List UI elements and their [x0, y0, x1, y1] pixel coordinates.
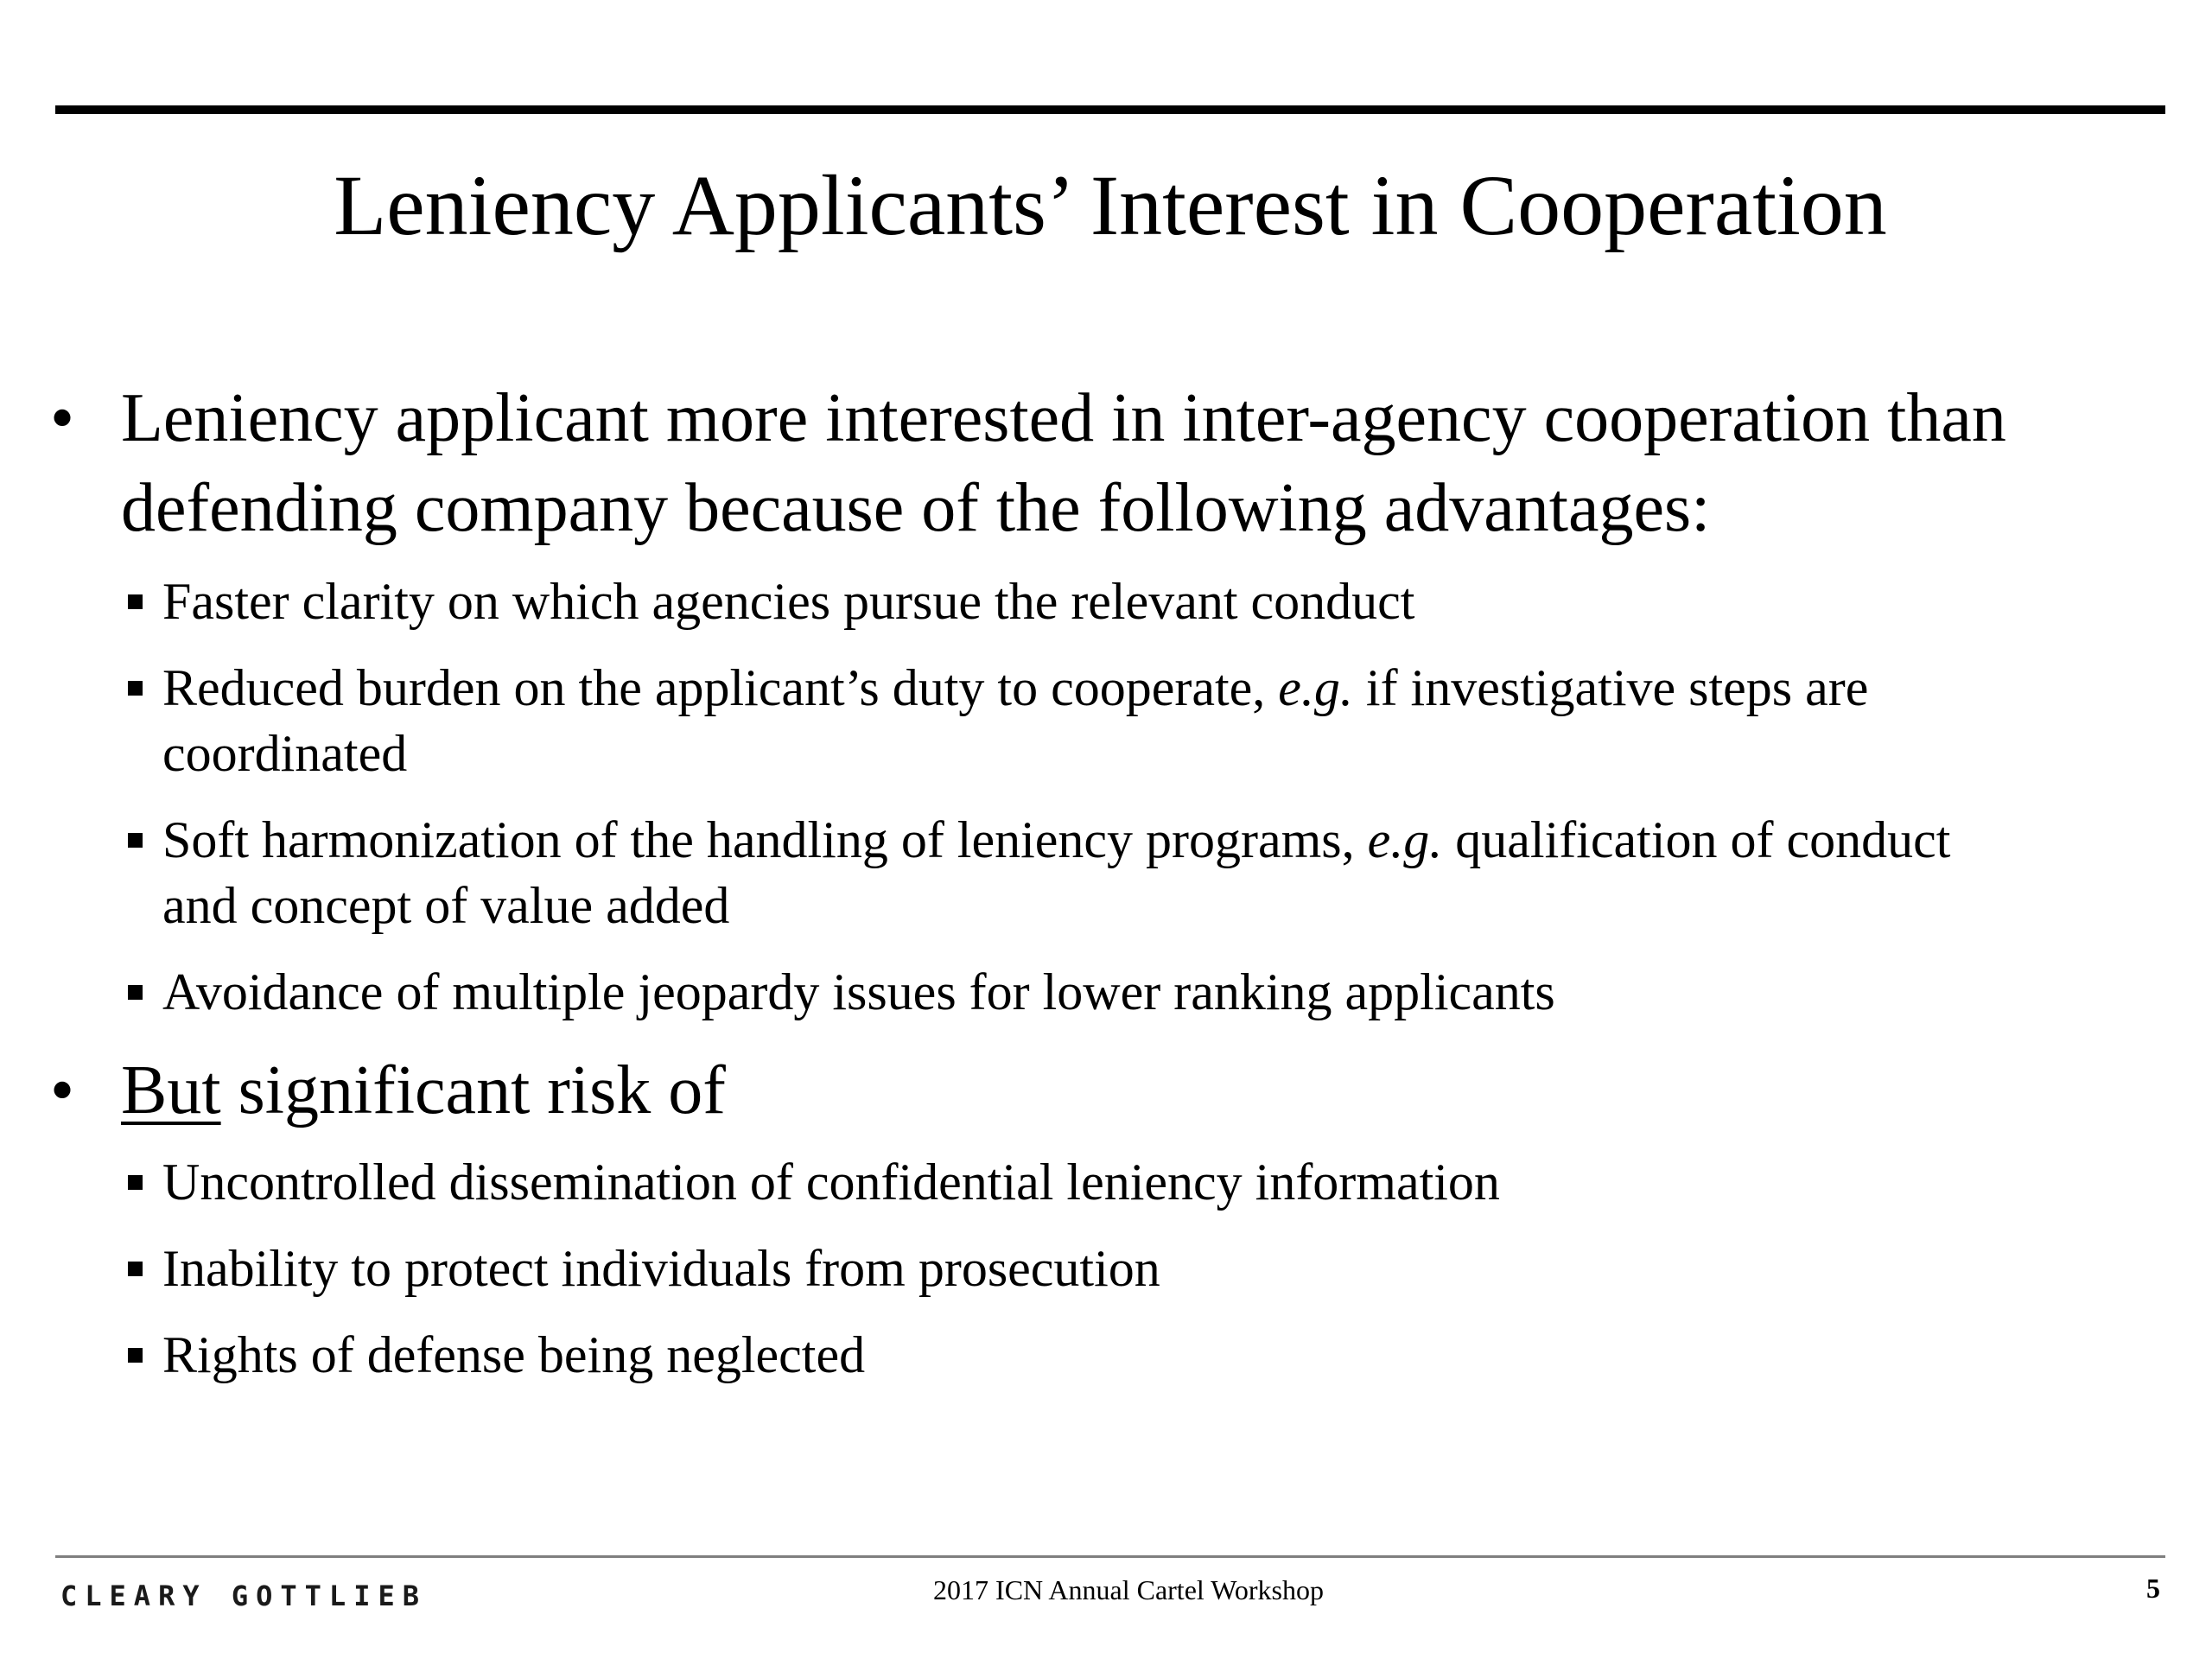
sub-bullet-italic: e.g.: [1367, 811, 1443, 868]
square-bullet-icon: [128, 985, 143, 1000]
sub-bullet-text: and concept of value added: [162, 877, 730, 934]
sub-bullet-dissemination: [162, 1149, 2115, 1215]
footer-event: 2017 ICN Annual Cartel Workshop: [933, 1574, 1324, 1605]
footer-rule: [55, 1555, 2165, 1558]
square-bullet-icon: [128, 1348, 143, 1363]
page-number: 5: [2146, 1573, 2160, 1604]
top-rule: [55, 105, 2165, 114]
bullet-line: Leniency applicant more interested in inter-agency cooperation than: [121, 380, 2006, 456]
square-bullet-icon: [128, 681, 143, 696]
sub-bullet-inability: [162, 1236, 2115, 1301]
sub-bullet-text: Avoidance of multiple jeopardy issues for lower ranking applicants: [162, 963, 1555, 1020]
square-bullet-icon: [128, 1175, 143, 1190]
sub-bullet-text: Rights of defense being neglected: [162, 1326, 866, 1383]
sub-bullet-faster-clarity: [162, 569, 2115, 634]
bullet-dot: •: [50, 1052, 75, 1128]
sub-bullet-text: Inability to protect individuals from prosecution: [162, 1240, 1160, 1297]
bullet-line: defending company because of the following advantages:: [121, 470, 1711, 546]
sub-bullet-text: coordinated: [162, 725, 408, 782]
bullet-advantages: [50, 373, 2177, 553]
sub-bullet-soft-harmonization: [162, 807, 2115, 938]
bullet-underlined-word: But: [121, 1052, 221, 1128]
sub-bullet-reduced-burden: [162, 655, 2115, 786]
sub-bullet-text: if investigative steps are: [1352, 659, 1869, 716]
sub-bullet-text: Soft harmonization of the handling of leniency programs,: [162, 811, 1368, 868]
square-bullet-icon: [128, 594, 143, 609]
square-bullet-icon: [128, 833, 143, 848]
slide-title: Leniency Applicants’ Interest in Cooperation: [334, 157, 1887, 253]
sub-bullet-text: Faster clarity on which agencies pursue the relevant conduct: [162, 573, 1415, 630]
sub-bullet-rights-of-defense: [162, 1322, 2115, 1388]
bullet-dot: •: [50, 380, 75, 456]
sub-bullet-avoidance: [162, 959, 2115, 1025]
bullet-risks: [50, 1046, 2177, 1135]
sub-bullet-text: Reduced burden on the applicant’s duty to cooperate,: [162, 659, 1279, 716]
company-logo: CLEARY GOTTLIEB: [60, 1580, 427, 1612]
sub-bullet-italic: e.g.: [1278, 659, 1353, 716]
square-bullet-icon: [128, 1262, 143, 1276]
bullet-line: significant risk of: [220, 1052, 726, 1128]
sub-bullet-text: Uncontrolled dissemination of confidential leniency information: [162, 1154, 1500, 1211]
sub-bullet-text: qualification of conduct: [1442, 811, 1951, 868]
